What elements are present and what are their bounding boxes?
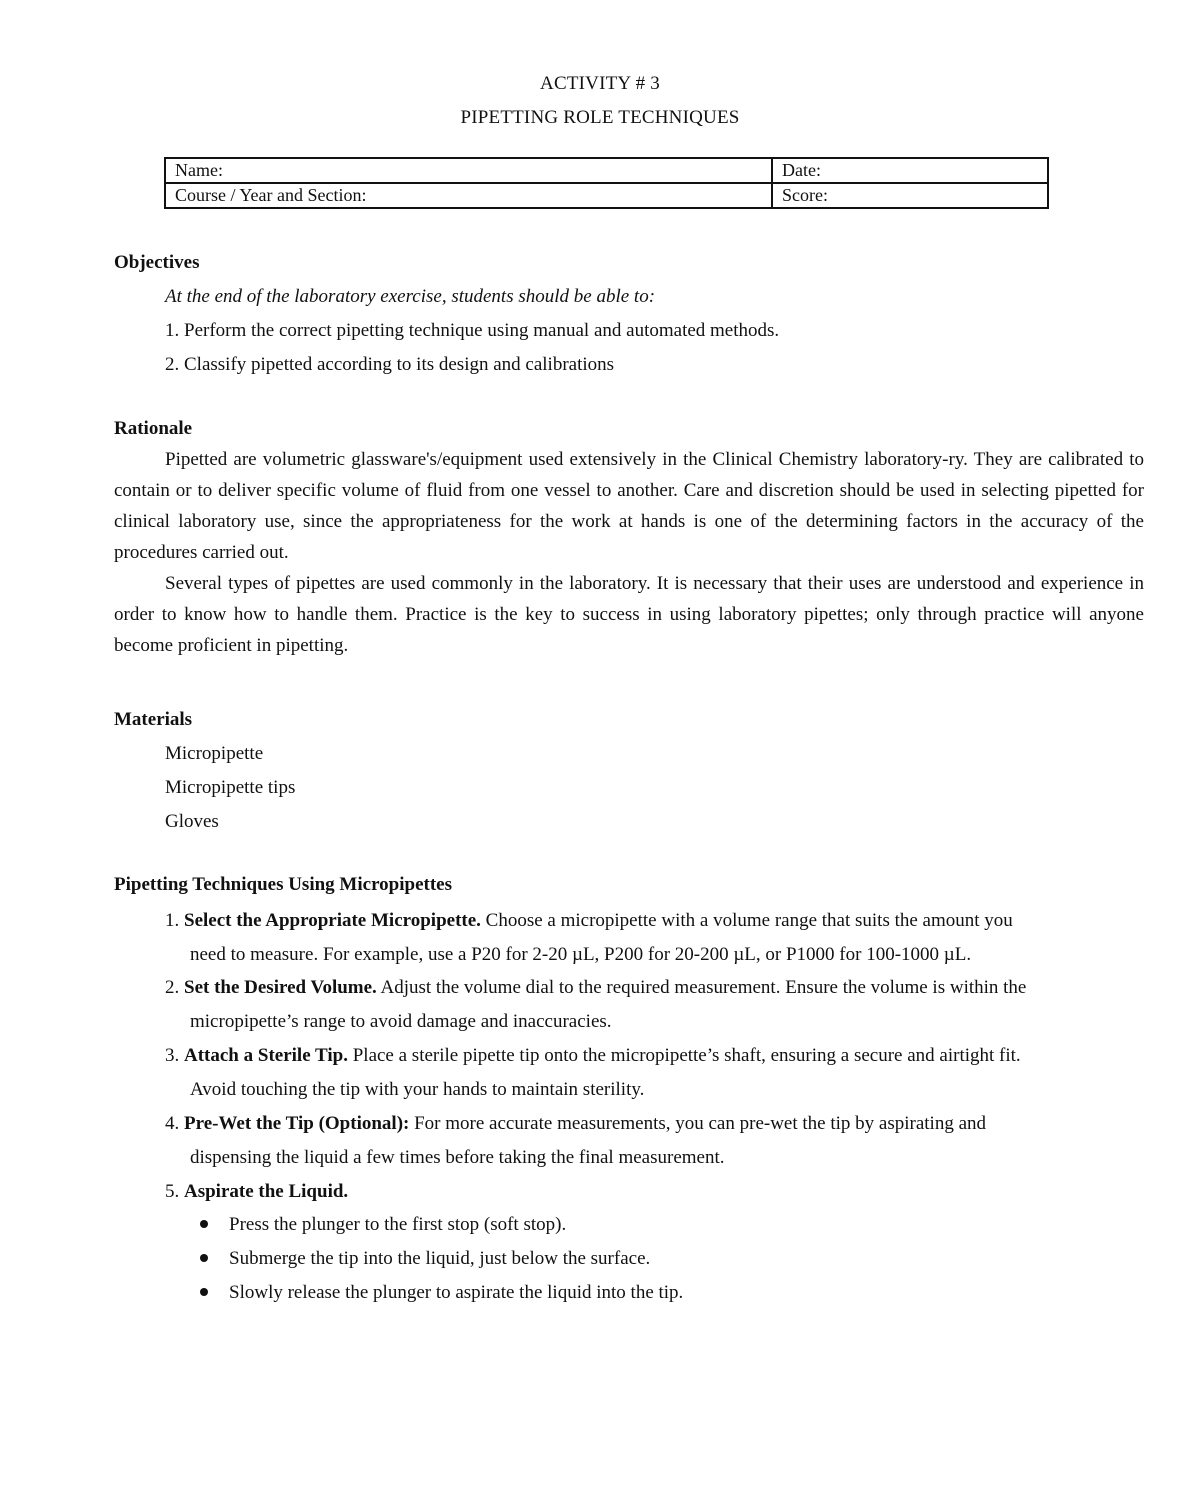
list-item: 2. Classify pipetted according to its design and calibrations [165, 354, 615, 375]
bullet-icon [200, 1254, 208, 1262]
step-text: For more accurate measurements, you can pre-wet the tip by aspirating and [409, 1113, 987, 1134]
bullet-text: Slowly release the plunger to aspirate the liquid into the tip. [229, 1282, 684, 1303]
step-title: Attach a Sterile Tip. [184, 1045, 348, 1066]
list-item: Micropipette tips [165, 777, 296, 798]
materials-heading: Materials [114, 709, 193, 730]
step-item [165, 1175, 1140, 1209]
step-number: 2. [165, 977, 180, 998]
date-field: Date: [772, 158, 1048, 183]
list-item: Gloves [165, 811, 219, 832]
step-number: 5. [165, 1181, 180, 1202]
step-item [165, 1107, 1140, 1175]
objectives-heading: Objectives [114, 252, 200, 273]
rationale-paragraph-1: Pipetted are volumetric glassware's/equipment used extensively in the Clinical Chemistry laboratory-ry. They are calibrated to contain or to deliver specific volume of fluid from one vessel to another. Care and discretion should be used in selecting pipetted for clinical laboratory use, since the appropriateness for the work at hands is one of the determining factors in the accuracy of the procedures carried out. [114, 449, 1144, 563]
step-number: 3. [165, 1045, 180, 1066]
student-info-table [164, 157, 1049, 209]
bullet-item [200, 1248, 650, 1270]
activity-title: ACTIVITY # 3 [540, 73, 660, 94]
bullet-icon [200, 1288, 208, 1296]
step-number: 1. [165, 910, 180, 931]
table-row [165, 158, 1048, 183]
step-text-continued: Avoid touching the tip with your hands to maintain sterility. [190, 1079, 645, 1100]
course-field: Course / Year and Section: [165, 183, 772, 208]
techniques-heading: Pipetting Techniques Using Micropipettes [114, 874, 452, 895]
step-item [165, 971, 1140, 1039]
list-item: 1. Perform the correct pipetting technique using manual and automated methods. [165, 320, 780, 341]
step-title: Pre-Wet the Tip (Optional): [184, 1113, 410, 1134]
step-item [165, 1039, 1140, 1107]
step-title: Select the Appropriate Micropipette. [184, 910, 481, 931]
step-text-continued: need to measure. For example, use a P20 for 2-20 µL, P200 for 20-200 µL, or P1000 for 100-1000 µL. [190, 944, 972, 965]
rationale-heading: Rationale [114, 418, 193, 439]
bullet-item [200, 1282, 683, 1304]
rationale-section [114, 417, 1144, 661]
step-number: 4. [165, 1113, 180, 1134]
list-item: Micropipette [165, 743, 264, 764]
step-text: Choose a micropipette with a volume range that suits the amount you [480, 910, 1013, 931]
step-text: Adjust the volume dial to the required measurement. Ensure the volume is within the [376, 977, 1027, 998]
step-item [165, 904, 1140, 972]
step-text-continued: dispensing the liquid a few times before taking the final measurement. [190, 1147, 725, 1168]
bullet-item [200, 1214, 566, 1236]
bullet-text: Submerge the tip into the liquid, just below the surface. [229, 1248, 651, 1269]
step-text-continued: micropipette’s range to avoid damage and inaccuracies. [190, 1011, 612, 1032]
bullet-text: Press the plunger to the first stop (soft stop). [229, 1214, 567, 1235]
bullet-icon [200, 1220, 208, 1228]
rationale-paragraph-2: Several types of pipettes are used commonly in the laboratory. It is necessary that their uses are understood and experience in order to know how to handle them. Practice is the key to success in using laboratory pipettes; only through practice will anyone become proficient in pipetting. [114, 573, 1144, 656]
step-text: Place a sterile pipette tip onto the micropipette’s shaft, ensuring a secure and airtight fit. [347, 1045, 1021, 1066]
name-field: Name: [165, 158, 772, 183]
step-title: Set the Desired Volume. [184, 977, 377, 998]
score-field: Score: [772, 183, 1048, 208]
objectives-intro: At the end of the laboratory exercise, students should be able to: [165, 286, 656, 307]
step-title: Aspirate the Liquid. [184, 1181, 349, 1202]
document-subtitle: PIPETTING ROLE TECHNIQUES [460, 107, 740, 128]
table-row [165, 183, 1048, 208]
